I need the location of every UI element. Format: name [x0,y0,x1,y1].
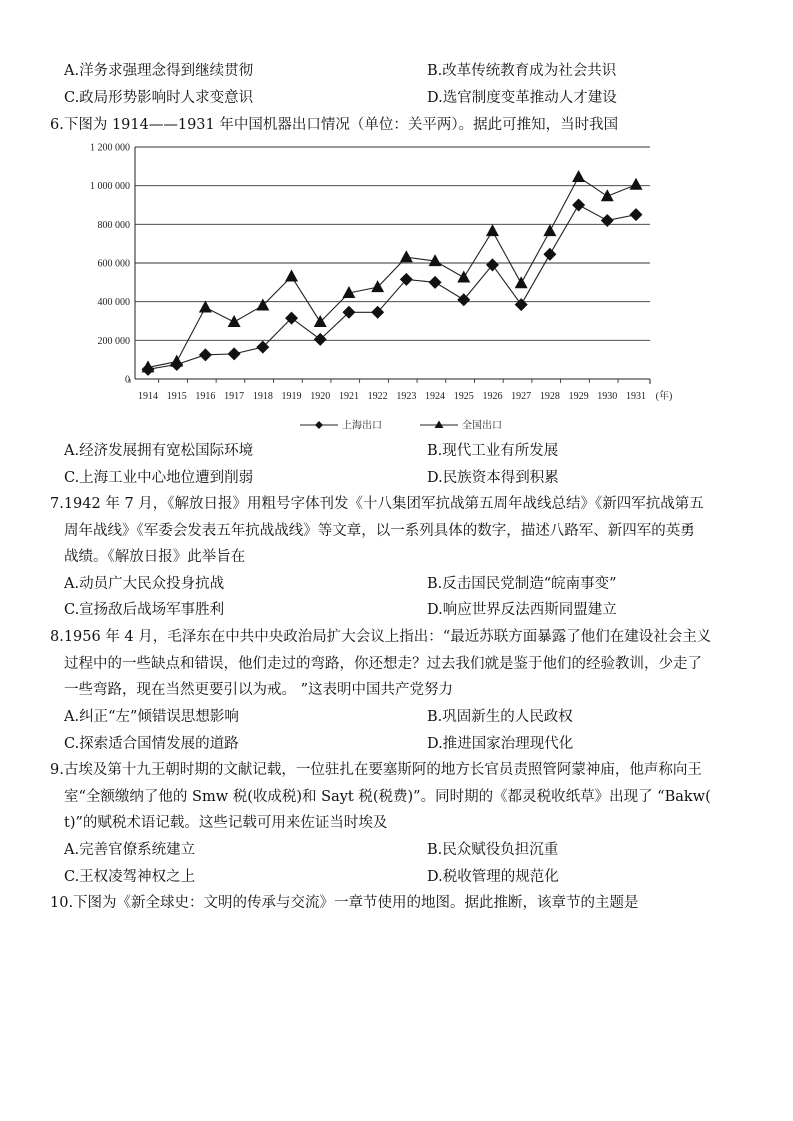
national-data-point [572,170,585,182]
national-data-point [486,224,499,236]
legend-shanghai-marker [315,421,323,429]
q6-option-d: D.民族资本得到积累 [427,470,559,486]
q9-stem-line: 9.古埃及第十九王朝时期的文献记载，一位驻扎在要塞斯阿的地方长官员责照管阿蒙神庙，他声称向王 [50,762,702,778]
x-axis-unit: (年) [655,391,673,402]
national-data-point [457,271,470,283]
x-tick-label: 1924 [425,391,446,402]
q10-stem: 10.下图为《新全球史：文明的传承与交流》一章节使用的地图。据此推断，该章节的主题是 [50,895,639,911]
x-tick-label: 1925 [453,391,474,402]
q7-option-d: D.响应世界反法西斯同盟建立 [427,602,617,618]
export-line-chart [70,137,700,437]
national-data-point [601,189,614,201]
q8-option-d: D.推进国家治理现代化 [427,736,574,752]
q6-option-a: A.经济发展拥有宽松国际环境 [64,443,254,459]
q8-option-a: A.纠正“左”倾错误思想影响 [64,709,239,725]
national-export-line [148,177,636,367]
q8-option-b: B.巩固新生的人民政权 [427,709,573,725]
q5-option-b: B.改革传统教育成为社会共识 [427,63,617,79]
x-tick-label: 1923 [396,391,417,402]
legend-national-marker [435,421,444,429]
shanghai-export-line [148,205,636,369]
x-tick-label: 1922 [367,391,388,402]
q9-stem-line: t)”的赋税术语记载。这些记载可用来佐证当时埃及 [64,815,388,831]
q7-stem-line: 周年战线》《军委会发表五年抗战战线》等文章，以一系列具体的数字，描述八路军、新四军的英勇 [64,523,695,539]
national-data-point [170,355,183,367]
y-tick-label: 400 000 [97,297,130,309]
x-tick-label: 1930 [597,391,618,402]
q9-option-b: B.民众赋役负担沉重 [427,842,559,858]
national-data-point [285,270,298,282]
x-tick-label: 1920 [310,391,331,402]
q8-option-c: C.探索适合国情发展的道路 [64,736,239,752]
national-data-point [630,178,643,190]
x-tick-label: 1918 [252,391,273,402]
x-tick-label: 1919 [281,391,302,402]
x-tick-label: 1916 [195,391,216,402]
shanghai-data-point [199,348,212,361]
q8-stem-line: 8.1956 年 4 月，毛泽东在中共中央政治局扩大会议上指出：“最近苏联方面暴露了他们在建设社会主义 [50,629,712,645]
y-tick-label: 200 000 [97,335,130,347]
q7-option-b: B.反击国民党制造“皖南事变” [427,576,617,592]
q5-option-d: D.选官制度变革推动人才建设 [427,90,617,106]
national-data-point [515,276,528,288]
q9-option-a: A.完善官僚系统建立 [64,842,196,858]
shanghai-data-point [572,199,585,212]
q6-stem: 6.下图为 1914——1931 年中国机器出口情况（单位：关平两）。据此可推知，当时我国 [50,117,619,133]
q6-option-b: B.现代工业有所发展 [427,443,559,459]
x-tick-label: 1927 [511,391,532,402]
y-tick-label: 0 [125,374,130,386]
q5-option-a: A.洋务求强理念得到继续贯彻 [64,63,254,79]
q7-option-c: C.宣扬敌后战场军事胜利 [64,602,225,618]
shanghai-data-point [515,298,528,311]
q7-option-a: A.动员广大民众投身抗战 [64,576,225,592]
national-data-point [228,315,241,327]
shanghai-data-point [630,208,643,221]
y-tick-label: 1 000 000 [90,181,130,193]
q5-option-c: C.政局形势影响时人求变意识 [64,90,254,106]
x-tick-label: 1921 [338,391,359,402]
x-tick-label: 1917 [224,391,245,402]
q9-stem-line: 室“全额缴纳了他的 Smw 税(收成税)和 Sayt 税(税费)”。同时期的《都灵税收纸草》出现了 “Bakw( [64,789,711,805]
y-tick-label: 1 200 000 [90,142,130,154]
q8-stem-line: 过程中的一些缺点和错误，他们走过的弯路，你还想走？过去我们就是鉴于他们的经验教训，少走了 [64,656,702,672]
shanghai-data-point [457,293,470,306]
x-tick-label: 1926 [482,391,503,402]
q7-stem-line: 战绩。《解放日报》此举旨在 [64,549,246,565]
q9-option-d: D.税收管理的规范化 [427,869,559,885]
q6-option-c: C.上海工业中心地位遭到削弱 [64,470,254,486]
y-tick-label: 800 000 [97,219,130,231]
shanghai-data-point [429,276,442,289]
q8-stem-line: 一些弯路，现在当然更要引以为戒。 ”这表明中国共产党努力 [64,682,454,698]
y-tick-label: 600 000 [97,258,130,270]
shanghai-data-point [601,214,614,227]
shanghai-data-point [228,347,241,360]
shanghai-data-point [486,258,499,271]
x-tick-label: 1928 [539,391,560,402]
legend-shanghai-label: 上海出口 [342,420,382,432]
national-data-point [199,300,212,312]
q7-stem-line: 7.1942 年 7 月，《解放日报》用粗号字体刊发《十八集团军抗战第五周年战线总结》《新四军抗战第五 [50,496,704,512]
national-data-point [400,250,413,262]
shanghai-data-point [543,248,556,261]
legend-national-label: 全国出口 [462,420,502,432]
x-tick-label: 1915 [166,391,187,402]
q9-option-c: C.王权凌驾神权之上 [64,869,196,885]
x-tick-label: 1931 [626,391,646,402]
national-data-point [543,224,556,236]
x-tick-label: 1929 [568,391,589,402]
x-tick-label: 1914 [138,391,158,402]
